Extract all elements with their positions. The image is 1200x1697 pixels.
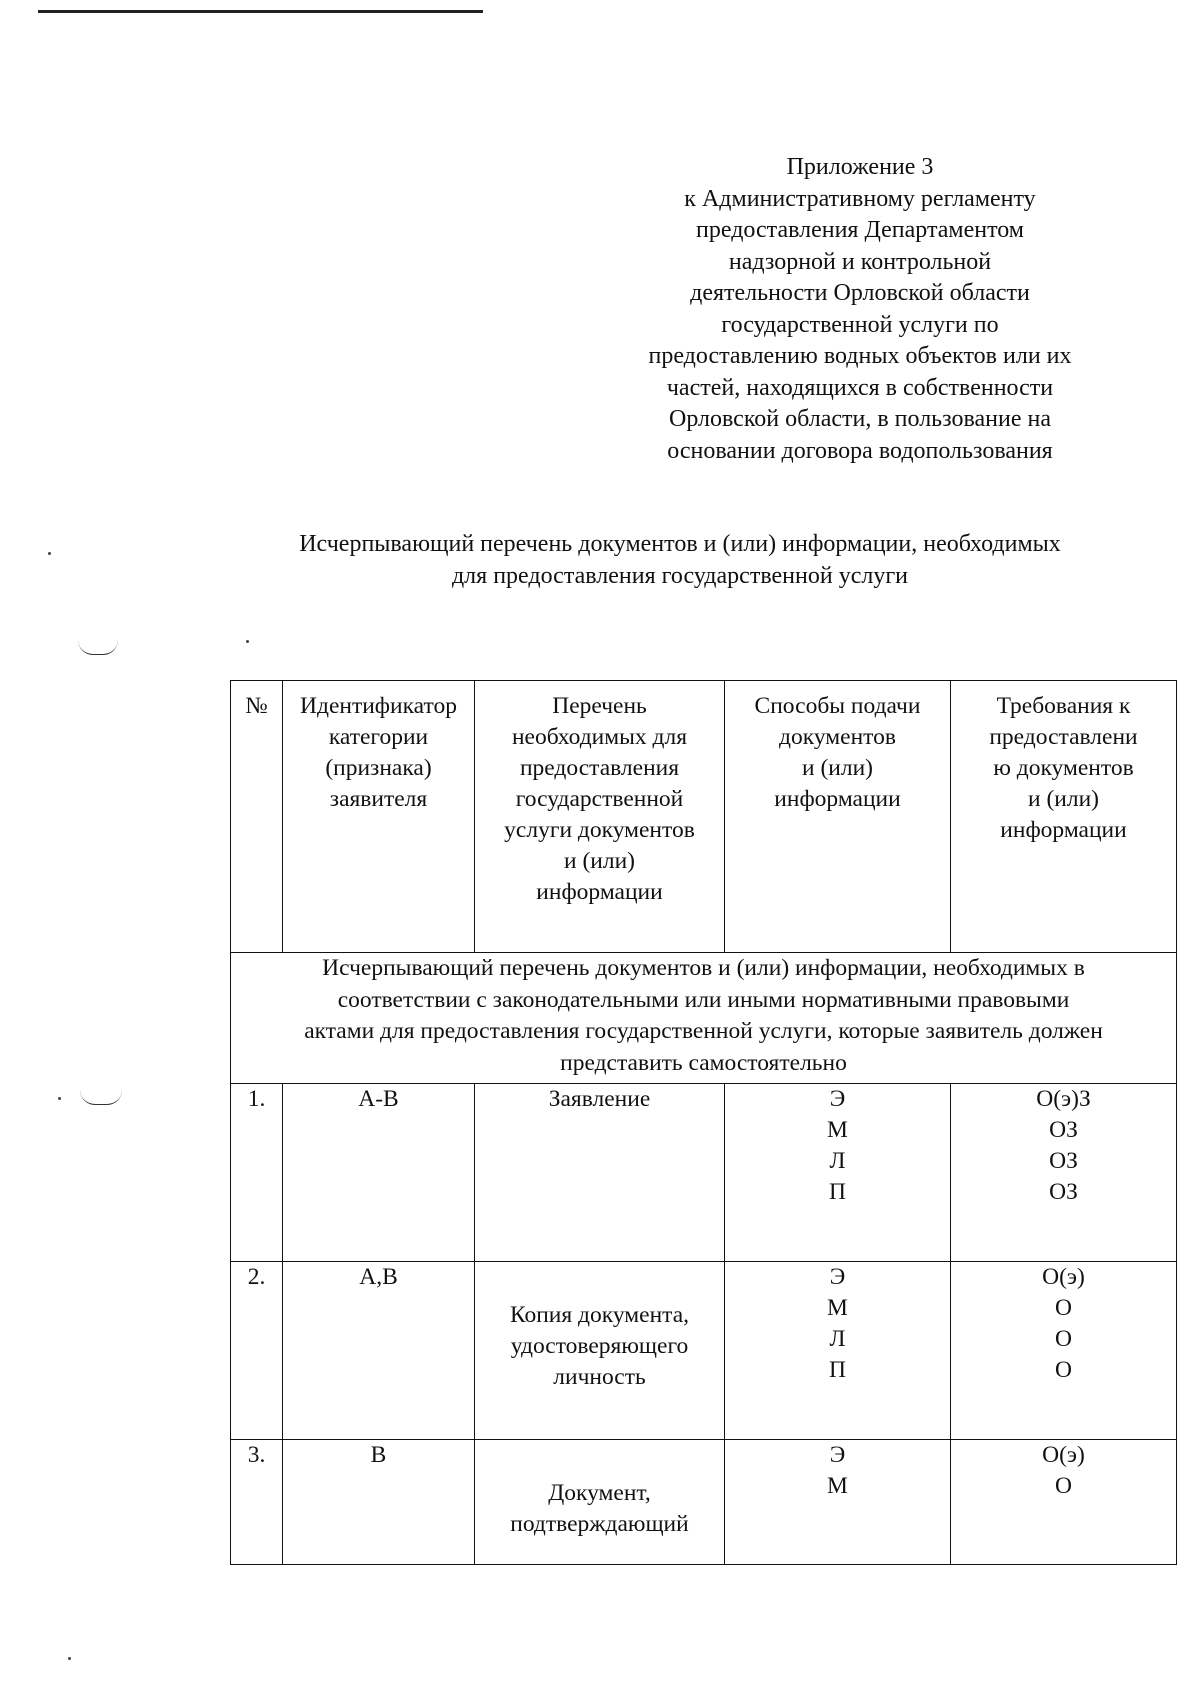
row-requirement: О [1055,1357,1072,1383]
row-methods [725,1262,951,1440]
row-requirement: О(э) [1042,1442,1085,1468]
header-number-label: № [245,693,268,719]
header-line: информации [774,786,901,812]
header-line: ю документов [993,755,1134,781]
row-document-line: подтверждающий [510,1511,689,1537]
row-requirement: О(э) [1042,1264,1085,1290]
appendix-line: частей, находящихся в собственности [666,374,1054,401]
appendix-line: Орловской области, в пользование на [669,406,1051,432]
row-number: 3. [231,1440,283,1565]
header-submission-methods [725,681,951,953]
row-requirements [951,1084,1177,1262]
documents-table [230,680,1177,1565]
row-requirement: ОЗ [1049,1148,1078,1174]
header-line: государственной [515,786,684,812]
row-applicant-id: А,В [283,1262,475,1440]
header-requirements [951,681,1177,953]
header-line: и (или) [802,755,873,781]
section-line: соответствии с законодательными или иными нормативными правовыми [337,986,1070,1013]
table-header-row [231,681,1177,953]
header-number [231,681,283,953]
appendix-line: предоставления Департаментом [696,217,1024,243]
row-document-line: удостоверяющего [510,1333,689,1359]
row-document-line: Документ, [548,1480,651,1506]
appendix-line: основании договора водопользования [667,437,1053,464]
row-method: М [827,1295,848,1321]
appendix-line: надзорной и контрольной [728,248,992,275]
header-line: Идентификатор [300,693,457,719]
header-line: Требования к [996,693,1131,719]
row-requirements [951,1262,1177,1440]
header-line: категории [328,724,429,750]
row-method: М [827,1117,848,1143]
scan-dot [58,1097,61,1100]
table-row [231,1262,1177,1440]
document-title-line: для предоставления государственной услуги [451,563,909,589]
row-document [475,1262,725,1440]
document-title [230,528,1130,592]
header-line: документов [779,724,896,750]
scan-dot [68,1657,71,1660]
row-method: Э [829,1442,846,1468]
header-line: информации [536,879,663,905]
table-row [231,1440,1177,1565]
section-line: Исчерпывающий перечень документов и (или) информации, необходимых в [322,955,1085,981]
row-requirement: О [1055,1473,1072,1499]
header-line: Перечень [552,693,647,719]
header-line: Способы подачи [754,693,921,719]
appendix-block [610,152,1110,467]
row-requirement: О [1055,1295,1072,1321]
header-line: предоставлени [989,724,1138,750]
row-requirement: О(э)З [1036,1086,1091,1112]
section-cell [231,953,1177,1084]
appendix-line: Приложение 3 [786,154,934,180]
row-method: Э [829,1264,846,1290]
row-methods [725,1440,951,1565]
header-line: и (или) [1028,786,1099,812]
row-number: 2. [231,1262,283,1440]
row-document [475,1084,725,1262]
header-line: информации [1000,817,1127,843]
top-rule [38,10,483,13]
row-requirements [951,1440,1177,1565]
row-document-line: личность [553,1364,646,1390]
row-method: Л [829,1148,846,1174]
header-line: заявителя [329,786,428,812]
header-line: (признака) [325,755,432,781]
scan-dot [48,552,51,555]
section-line: представить самостоятельно [560,1049,847,1076]
scan-mark [80,1090,122,1105]
row-requirement: ОЗ [1049,1117,1078,1143]
section-row [231,953,1177,1084]
row-method: П [829,1357,846,1383]
header-line: услуги документов [504,817,695,843]
document-title-line: Исчерпывающий перечень документов и (или) информации, необходимых [299,531,1061,557]
row-method: Э [829,1086,846,1112]
table-row [231,1084,1177,1262]
header-applicant-id [283,681,475,953]
scan-mark [78,640,118,655]
header-line: предоставления [519,755,680,781]
row-method: М [827,1473,848,1499]
row-document-line: Заявление [548,1086,651,1112]
appendix-line: предоставлению водных объектов или их [648,343,1072,369]
appendix-line: к Административному регламенту [684,185,1036,212]
row-methods [725,1084,951,1262]
row-document-line: Копия документа, [509,1302,690,1328]
header-line: и (или) [564,848,635,874]
row-number: 1. [231,1084,283,1262]
row-requirement: ОЗ [1049,1179,1078,1205]
appendix-line: государственной услуги по [721,311,999,338]
row-document [475,1440,725,1565]
row-applicant-id: А-В [283,1084,475,1262]
appendix-line: деятельности Орловской области [690,280,1030,306]
header-document-list [475,681,725,953]
row-requirement: О [1055,1326,1072,1352]
header-line: необходимых для [511,724,688,750]
row-applicant-id: В [283,1440,475,1565]
row-method: П [829,1179,846,1205]
row-method: Л [829,1326,846,1352]
scan-dot [246,640,249,643]
section-line: актами для предоставления государственной услуги, которые заявитель должен [304,1018,1103,1044]
